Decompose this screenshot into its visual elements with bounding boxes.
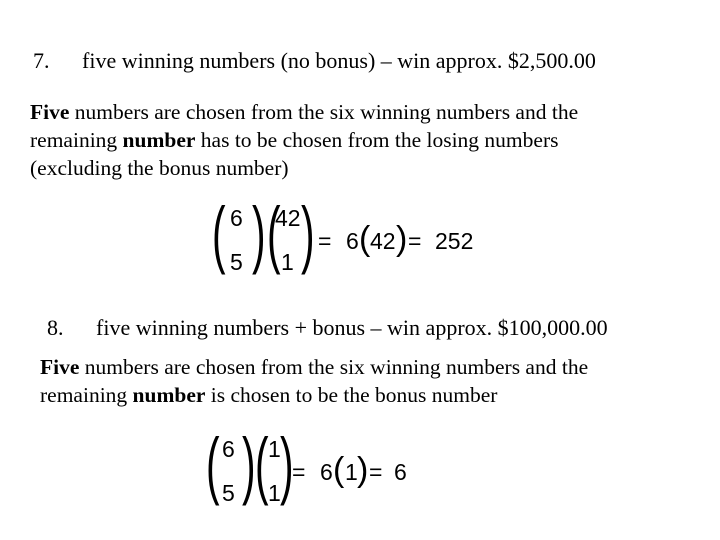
inner-value: 42 xyxy=(370,228,396,254)
binom2-bottom: 1 xyxy=(281,249,294,275)
equals-sign-2: = xyxy=(408,228,422,254)
inner-left-paren: ( xyxy=(333,451,345,489)
coefficient: 6 xyxy=(346,228,359,254)
binom1-top: 6 xyxy=(230,205,243,231)
binom2-top: 42 xyxy=(275,205,301,231)
section-8-formula xyxy=(206,423,426,512)
section-7-title: five winning numbers (no bonus) – win approx. $2,500.00 xyxy=(82,48,596,73)
equals-sign-2: = xyxy=(369,459,383,485)
binom2-left-paren: ( xyxy=(255,423,269,506)
binom1-top: 6 xyxy=(222,436,235,462)
binom1-left-paren: ( xyxy=(212,192,226,275)
binom1-left-paren: ( xyxy=(206,423,220,506)
bold-number-2: number xyxy=(132,383,206,407)
result-value: 6 xyxy=(394,459,407,485)
binom1-bottom: 5 xyxy=(222,480,235,506)
binom1-bottom: 5 xyxy=(230,249,243,275)
section-8-description: Five numbers are chosen from the six winning numbers and the remaining number is chosen to be the bonus number xyxy=(40,355,589,407)
bold-five: Five xyxy=(30,100,70,124)
section-7-description: Five numbers are chosen from the six winning numbers and the remaining number has to be chosen from the losing numbers (excluding the bonus number) xyxy=(30,100,579,180)
inner-value: 1 xyxy=(345,459,358,485)
bold-number: number xyxy=(122,128,196,152)
inner-left-paren: ( xyxy=(359,220,371,258)
binom2-left-paren: ( xyxy=(267,192,281,275)
binom2-right-paren: ) xyxy=(301,192,315,275)
binom1-right-paren: ) xyxy=(242,423,256,506)
section-7-formula xyxy=(212,192,492,281)
section-7-number: 7. xyxy=(33,48,50,73)
inner-right-paren: ) xyxy=(357,451,369,489)
inner-right-paren: ) xyxy=(396,220,408,258)
section-7-heading xyxy=(33,50,673,76)
result-value: 252 xyxy=(435,228,474,254)
binom1-right-paren: ) xyxy=(252,192,266,275)
equals-sign: = xyxy=(292,459,306,485)
section-8-title: five winning numbers + bonus – win approx. $100,000.00 xyxy=(96,315,608,340)
bold-five-2: Five xyxy=(40,355,80,379)
binom2-right-paren: ) xyxy=(280,423,294,506)
equals-sign: = xyxy=(318,228,332,254)
binom2-top: 1 xyxy=(268,436,281,462)
section-8-heading xyxy=(47,317,687,343)
coefficient: 6 xyxy=(320,459,333,485)
section-8-number: 8. xyxy=(47,315,64,340)
binom2-bottom: 1 xyxy=(268,480,281,506)
